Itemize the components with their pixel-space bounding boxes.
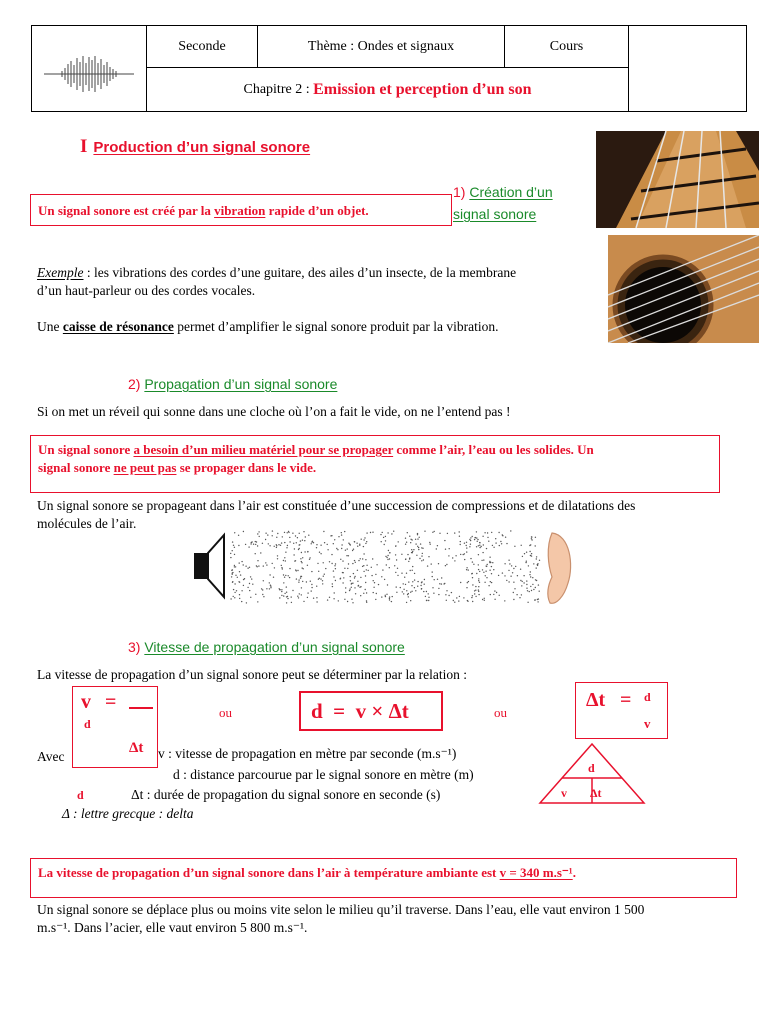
triangle-left-label: v (561, 786, 567, 800)
formula-v-box (72, 686, 158, 768)
resonance-term: caisse de résonance (62, 319, 174, 334)
header-table (31, 25, 747, 112)
compression-line-1: Un signal sonore se propageant dans l’air est constituée d’une succession de compressions et de dilatations des (37, 498, 636, 513)
medium-text-f: se propager dans le vide. (176, 460, 317, 475)
dt-definition: Δt : durée de propagation du signal sonore en seconde (s) (131, 787, 441, 802)
section-1-number: I (80, 136, 88, 157)
def-text-vibration: vibration (214, 203, 266, 218)
definition-box-speed (30, 858, 737, 898)
definition-box-vibration (30, 194, 452, 226)
compression-dilatation-diagram (190, 525, 580, 607)
example-label: Exemple (37, 265, 84, 280)
level-cell: Seconde (178, 38, 226, 54)
speed-value: v = 340 m.s⁻¹ (499, 865, 573, 880)
media-speed-line-1: Un signal sonore se déplace plus ou moins vite selon le milieu qu’il traverse. Dans l’eau, elle vaut environ 1 500 (37, 902, 645, 917)
formula-v-denominator: Δt (129, 740, 144, 756)
subsection-2-title: Propagation d’un signal sonore (144, 376, 338, 392)
subsection-3-number: 3) (128, 639, 141, 655)
subsection-2-heading (128, 376, 337, 392)
speaker-icon (194, 535, 224, 597)
alarm-clock-paragraph: Si on met un réveil qui sonne dans une cloche où l’on a fait le vide, on ne l’entend pas ! (37, 404, 511, 419)
chapter-cell (147, 68, 628, 111)
or-label-1: ou (219, 705, 232, 720)
subsection-1-heading (453, 181, 553, 225)
compression-line-2: molécules de l’air. (37, 516, 137, 531)
v-definition: v : vitesse de propagation en mètre par seconde (m.s⁻¹) (158, 746, 457, 761)
avec-label: Avec (37, 749, 65, 764)
example-paragraph (37, 264, 597, 300)
def-text-a: Un signal sonore est créé par la (38, 203, 215, 218)
sound-wave-logo (40, 54, 138, 94)
subsection-1-title-line1: Création d’un (469, 184, 553, 200)
resonance-text-c: permet d’amplifier le signal sonore produit par la vibration. (173, 319, 499, 334)
type-cell: Cours (549, 38, 584, 54)
media-speed-paragraph (37, 901, 737, 937)
chapter-prefix: Chapitre 2 : (243, 81, 314, 97)
formula-v-equals: = (105, 691, 117, 713)
d-definition: d : distance parcourue par le signal sonore en mètre (m) (173, 767, 474, 782)
formula-v-numerator: d (84, 717, 91, 731)
relation-intro: La vitesse de propagation d’un signal sonore peut se déterminer par la relation : (37, 667, 467, 682)
delta-note: Δ : lettre grecque : delta (62, 806, 194, 821)
d-label-red: d (77, 788, 84, 802)
media-speed-line-2: m.s⁻¹. Dans l’acier, elle vaut environ 5 800 m.s⁻¹. (37, 920, 308, 935)
subsection-1-number: 1) (453, 184, 466, 200)
definition-box-medium (30, 435, 720, 493)
medium-text-d: signal sonore (38, 460, 114, 475)
speed-text-a: La vitesse de propagation d’un signal sonore dans l’air à température ambiante est (38, 865, 500, 880)
formula-dt-lhs: Δt (586, 689, 606, 711)
example-text-2: d’un haut-parleur ou des cordes vocales. (37, 283, 256, 298)
formula-v-lhs: v (81, 691, 91, 713)
subsection-3-heading (128, 639, 405, 655)
section-1-heading (80, 136, 310, 158)
subsection-2-number: 2) (128, 376, 141, 392)
subsection-3-title: Vitesse de propagation d’un signal sonore (144, 639, 405, 655)
triangle-top-label: d (588, 761, 595, 775)
formula-dt-numerator: d (644, 690, 651, 704)
fraction-bar (129, 707, 153, 709)
guitar-neck-photo (596, 131, 759, 228)
or-label-2: ou (494, 705, 507, 720)
resonance-text-a: Une (37, 319, 63, 334)
subsection-1-title-line2: signal sonore (453, 206, 537, 222)
formula-d-box: d = v × Δt (299, 691, 443, 731)
theme-cell: Thème : Ondes et signaux (307, 38, 455, 54)
formula-dt-equals: = (620, 689, 632, 711)
formula-dt-denominator: v (644, 716, 651, 731)
medium-text-e: ne peut pas (113, 460, 177, 475)
example-text: : les vibrations des cordes d’une guitare, des ailes d’un insecte, de la membrane (83, 265, 517, 280)
ear-icon (548, 533, 571, 603)
chapter-title: Emission et perception d’un son (313, 80, 532, 98)
section-1-title: Production d’un signal sonore (93, 139, 311, 156)
resonance-paragraph (37, 318, 499, 336)
medium-text-b: a besoin d’un milieu matériel pour se propager (133, 442, 394, 457)
guitar-soundhole-photo (608, 235, 759, 343)
medium-text-a: Un signal sonore (38, 442, 134, 457)
triangle-right-label: Δt (590, 786, 602, 800)
def-text-c: rapide d’un objet. (265, 203, 369, 218)
medium-text-c: comme l’air, l’eau ou les solides. Un (393, 442, 594, 457)
formula-dt-box (575, 682, 668, 739)
speed-text-c: . (572, 865, 576, 880)
